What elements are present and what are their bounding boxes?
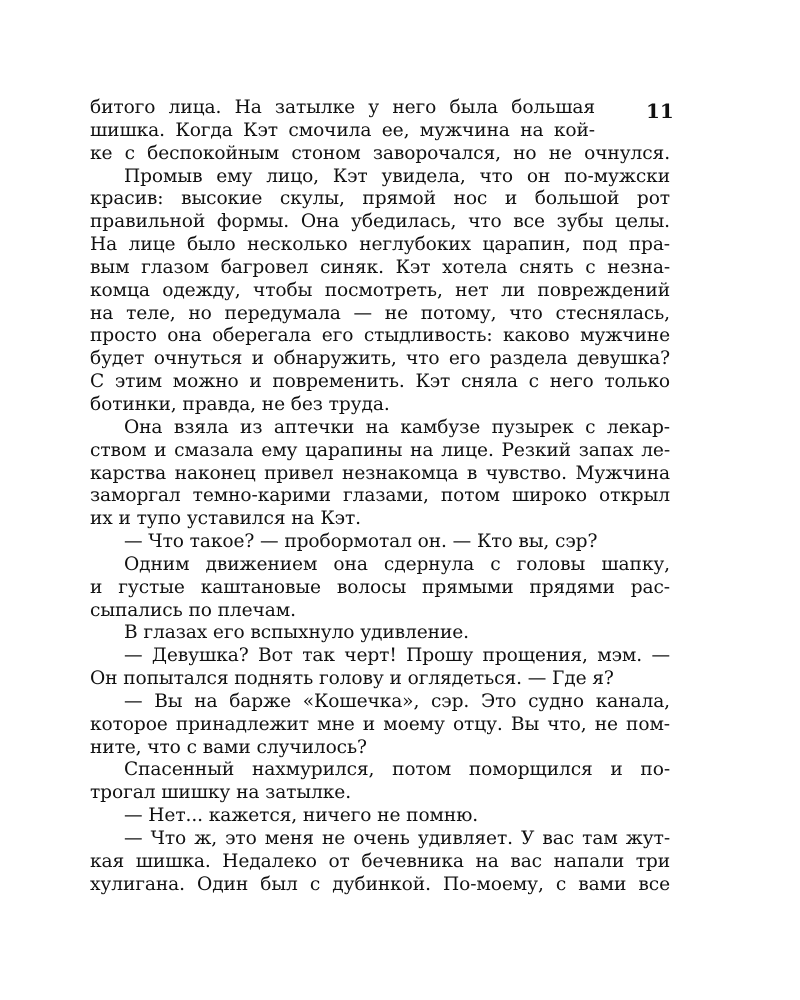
- text-line: будет очнуться и обнаружить, что его раздела девушка?: [90, 348, 670, 370]
- dialogue-line: — Вы на барже «Кошечка», сэр. Это судно канала,: [124, 690, 670, 712]
- paragraph-start-line: Одним движением она сдернула с головы шапку,: [124, 553, 670, 575]
- text-line: на теле, но передумала — не потому, что стеснялась,: [90, 302, 670, 324]
- dialogue-line: — Что такое? — пробормотал он. — Кто вы, сэр?: [124, 531, 598, 553]
- dialogue-line: — Девушка? Вот так черт! Прошу прощения, мэм. —: [124, 645, 670, 667]
- text-line: которое принадлежит мне и моему отцу. Вы что, не пом-: [90, 713, 670, 735]
- text-line: и густые каштановые волосы прямыми прядями рас-: [90, 576, 670, 598]
- page-number: 11: [646, 99, 674, 123]
- text-line: С этим можно и повременить. Кэт сняла с него только: [90, 371, 670, 393]
- paragraph-end-line: ботинки, правда, не без труда.: [90, 393, 390, 415]
- paragraph-end-line: их и тупо уставился на Кэт.: [90, 508, 361, 530]
- paragraph-end-line: Он попытался поднять голову и оглядеться. — Где я?: [90, 668, 614, 690]
- text-line: вым глазом багровел синяк. Кэт хотела снять с незна-: [90, 256, 670, 278]
- text-line: ством и смазала ему царапины на лице. Резкий запах ле-: [90, 439, 670, 461]
- text-line: красив: высокие скулы, прямой нос и большой рот: [90, 188, 670, 210]
- text-line: На лице было несколько неглубоких царапин, под пра-: [90, 234, 670, 256]
- text-line: ке с беспокойным стоном заворочался, но не очнулся.: [90, 142, 670, 164]
- dialogue-line: — Нет... кажется, ничего не помню.: [124, 805, 479, 827]
- text-line: правильной формы. Она убедилась, что все зубы целы.: [90, 211, 670, 233]
- text-line: шишка. Когда Кэт смочила ее, мужчина на кой-: [90, 119, 595, 141]
- paragraph-end-line: трогал шишку на затылке.: [90, 782, 352, 804]
- paragraph-start-line: Спасенный нахмурился, потом поморщился и по-: [124, 759, 670, 781]
- text-line: карства наконец привел незнакомца в чувство. Мужчина: [90, 462, 670, 484]
- body-text: [90, 97, 670, 897]
- paragraph-start-line: Промыв ему лицо, Кэт увидела, что он по-мужски: [124, 165, 670, 187]
- text-line: битого лица. На затылке у него была большая: [90, 97, 595, 118]
- text-line: комца одежду, чтобы посмотреть, нет ли повреждений: [90, 279, 670, 301]
- text-line: заморгал темно-карими глазами, потом широко открыл: [90, 485, 670, 507]
- paragraph-start-line: Она взяла из аптечки на камбузе пузырек с лекар-: [124, 416, 670, 438]
- text-line: кая шишка. Недалеко от бечевника на вас напали три: [90, 850, 670, 872]
- text-line: хулигана. Один был с дубинкой. По-моему, с вами все: [90, 873, 670, 895]
- paragraph-end-line: ните, что с вами случилось?: [90, 736, 367, 758]
- dialogue-line: — Что ж, это меня не очень удивляет. У вас там жут-: [124, 828, 670, 849]
- paragraph-line: В глазах его вспыхнуло удивление.: [124, 622, 469, 644]
- paragraph-end-line: сыпались по плечам.: [90, 599, 296, 621]
- text-line: просто она оберегала его стыдливость: каково мужчине: [90, 325, 670, 347]
